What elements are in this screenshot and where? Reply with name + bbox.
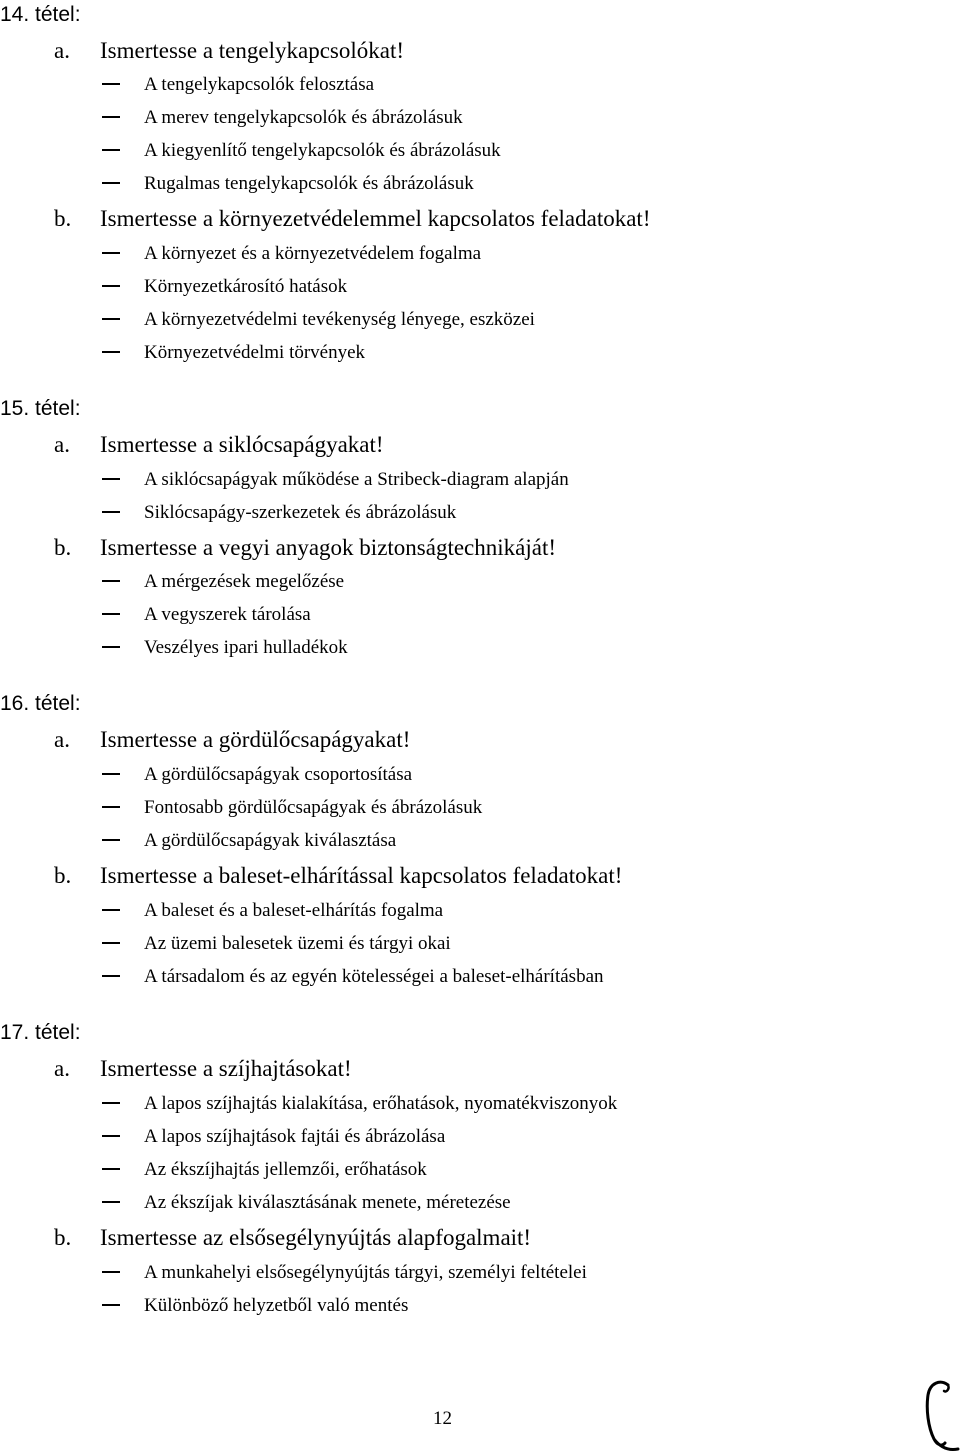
dash-bullet xyxy=(102,351,120,353)
dash-bullet xyxy=(102,1201,120,1203)
topic-marker: b. xyxy=(54,535,72,560)
dash-bullet xyxy=(102,942,120,944)
topic-text: Ismertesse a környezetvédelemmel kapcsolatos feladatokat! xyxy=(100,206,651,231)
topic-text: Ismertesse a tengelykapcsolókat! xyxy=(100,38,404,63)
topic-text: Ismertesse a vegyi anyagok biztonságtechnikáját! xyxy=(100,535,557,560)
dash-bullet xyxy=(102,773,120,775)
topic-text: Ismertesse az elsősegélynyújtás alapfogalmait! xyxy=(100,1225,532,1250)
topic-text: Ismertesse a baleset-elhárítással kapcsolatos feladatokat! xyxy=(100,863,623,888)
topic-marker: b. xyxy=(54,1225,72,1250)
dash-bullet xyxy=(102,116,120,118)
topic-text: Ismertesse a szíjhajtásokat! xyxy=(100,1056,352,1081)
dash-bullet xyxy=(102,83,120,85)
dash-bullet xyxy=(102,909,120,911)
dash-bullet xyxy=(102,646,120,648)
dash-bullet xyxy=(102,613,120,615)
dash-bullet xyxy=(102,1135,120,1137)
topic-marker: b. xyxy=(54,863,72,888)
dash-bullet xyxy=(102,1102,120,1104)
dash-bullet xyxy=(102,580,120,582)
topic-marker: a. xyxy=(54,38,70,63)
topic-text: Ismertesse a gördülőcsapágyakat! xyxy=(100,727,411,752)
handwritten-signature-icon xyxy=(918,1377,960,1455)
dash-bullet xyxy=(102,975,120,977)
topic-text: Ismertesse a siklócsapágyakat! xyxy=(100,432,384,457)
dash-bullet xyxy=(102,182,120,184)
document-page: 14. tétel: a. Ismertesse a tengelykapcsolókat! A tengelykapcsolók felosztása A merev tengelykapcsolók és ábrázolásuk A kiegyenlítő tengelykapcsolók és ábrázolásuk Rugalmas tengelykapcsolók és ábrázolásuk b. Ismertesse a környezetvédelemmel kapcsolatos feladatokat! A környezet és a környezetvédelem fogalma Környezetkárosító hatások A környezetvédelmi tevékenység lényege, eszközei Környezetvédelmi törvények 15. tétel: a. Ismertesse a siklócsapágyakat! A siklócsapágyak működése a Stribeck-diagram alapján Siklócsapágy-szerkezetek és ábrázolásuk b. Ismertesse a vegyi anyagok biztonságtechnikáját! A mérgezések megelőzése A vegyszerek tárolása Veszélyes ipari hulladékok 16. tétel: a. Ismertesse a gördülőcsapágyakat! A gördülőcsapágyak csoportosítása Fontosabb gördülőcsapágyak és ábrázolásuk A gördülőcsapágyak kiválasztása b. Ismertesse a baleset-elhárítással kapcsolatos feladatokat! A baleset és a baleset-elhárítás fogalma Az üzemi balesetek üzemi és tárgyi okai A társadalom és az egyén kötelességei a baleset-elhárításban 17. tétel: a. Ismertesse a szíjhajtásokat! A lapos szíjhajtás kialakítása, erőhatások, nyomatékviszonyok A lapos szíjhajtások fajtái és ábrázolása Az ékszíjhajtás jellemzői, erőhatások Az ékszíjak kiválasztásának menete, méretezése b. Ismertesse az elsősegélynyújtás alapfogalmait! A munkahelyi elsősegélynyújtás tárgyi, személyi feltételei Különböző helyzetből való mentés 12 xyxy=(0,0,960,1455)
topic-marker: a. xyxy=(54,432,70,457)
dash-bullet xyxy=(102,1168,120,1170)
dash-bullet xyxy=(102,1271,120,1273)
dash-bullet xyxy=(102,478,120,480)
dash-bullet xyxy=(102,806,120,808)
section-heading: 14. tétel: xyxy=(0,3,81,26)
dash-bullet xyxy=(102,285,120,287)
dash-bullet xyxy=(102,511,120,513)
dash-bullet xyxy=(102,149,120,151)
section-heading: 15. tétel: xyxy=(0,397,81,420)
section-heading: 17. tétel: xyxy=(0,1021,81,1044)
dash-bullet xyxy=(102,318,120,320)
topic-marker: a. xyxy=(54,727,70,752)
topic-marker: b. xyxy=(54,206,72,231)
dash-bullet xyxy=(102,252,120,254)
section-heading: 16. tétel: xyxy=(0,692,81,715)
topic-marker: a. xyxy=(54,1056,70,1081)
page-number: 12 xyxy=(433,1408,452,1429)
dash-bullet xyxy=(102,839,120,841)
dash-bullet xyxy=(102,1304,120,1306)
